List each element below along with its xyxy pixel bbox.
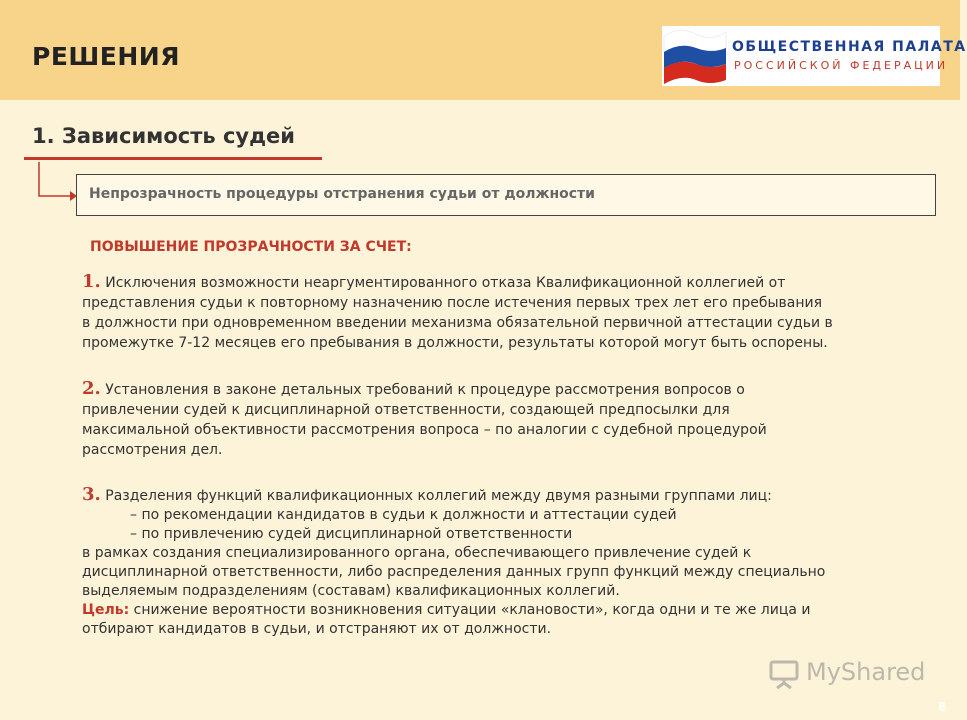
logo-line1: ОБЩЕСТВЕННАЯ ПАЛАТА (732, 39, 967, 55)
problem-text: Непрозрачность процедуры отстранения судьи от должности (89, 186, 595, 202)
item-text: Исключения возможности неаргументированного отказа Квалификационной коллегией от (105, 275, 786, 291)
connector-arrow-icon (30, 160, 80, 204)
subheading: ПОВЫШЕНИЕ ПРОЗРАЧНОСТИ ЗА СЧЕТ: (90, 239, 412, 255)
item-subline: – по привлечению судей дисциплинарной ответственности (130, 526, 573, 542)
item-number: 2. (82, 378, 101, 399)
page-number: 8 (938, 700, 947, 714)
item-text: Установления в законе детальных требований к процедуре рассмотрения вопросов о (105, 382, 745, 398)
item-line: в рамках создания специализированного органа, обеспечивающего привлечение судей к (82, 545, 752, 561)
list-item-1 (82, 272, 932, 353)
goal-line: отбирают кандидатов в судьи, и отстраняют их от должности. (82, 621, 552, 637)
item-line: представления судьи к повторному назначению после истечения первых трех лет его пребывания (82, 295, 823, 311)
presentation-board-icon (768, 658, 800, 690)
list-item-2 (82, 379, 932, 460)
section-heading: 1. Зависимость судей (32, 124, 296, 148)
item-number: 1. (82, 271, 101, 292)
item-line: дисциплинарной ответственности, либо распределения данных групп функций между специально (82, 564, 826, 580)
item-line: рассмотрения дел. (82, 442, 223, 458)
russian-flag-icon (662, 26, 728, 86)
logo-line2: РОССИЙСКОЙ ФЕДЕРАЦИИ (734, 59, 949, 72)
watermark-text: MyShared (806, 658, 926, 686)
item-line: промежутке 7-12 месяцев его пребывания в должности, результаты которой могут быть оспорены. (82, 335, 828, 351)
goal-label: Цель: (82, 602, 130, 618)
problem-box (76, 174, 936, 216)
item-line: в должности при одновременном введении механизма обязательной первичной аттестации судьи в (82, 315, 833, 331)
list-item-3 (82, 485, 932, 639)
goal-text: снижение вероятности возникновения ситуации «клановости», когда одни и те же лица и (133, 602, 811, 618)
public-chamber-logo (662, 26, 967, 86)
item-subline: – по рекомендации кандидатов в судьи к должности и аттестации судей (130, 507, 677, 523)
item-number: 3. (82, 484, 101, 505)
item-line: выделяемым подразделениям (составам) квалификационных коллегий. (82, 583, 620, 599)
item-line: максимальной объективности рассмотрения вопроса – по аналогии с судебной процедурой (82, 422, 767, 438)
item-line: привлечении судей к дисциплинарной ответственности, создающей предпосылки для (82, 402, 730, 418)
item-text: Разделения функций квалификационных коллегий между двумя разными группами лиц: (105, 488, 772, 504)
goal-line (82, 601, 932, 620)
item-line (82, 379, 932, 400)
slide-title: РЕШЕНИЯ (32, 42, 180, 71)
item-line (82, 485, 932, 506)
item-line (82, 272, 932, 293)
